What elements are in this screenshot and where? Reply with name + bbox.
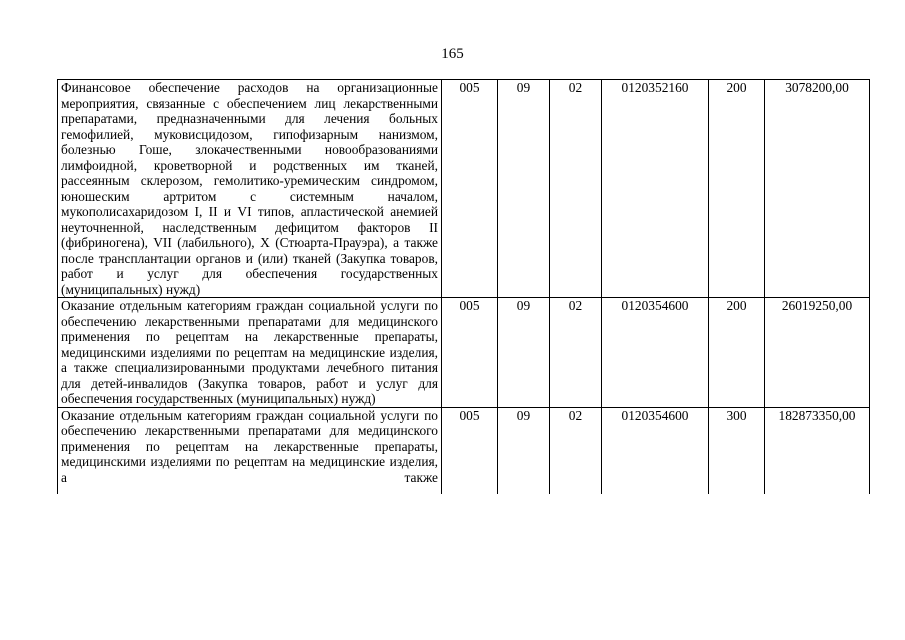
table-row	[58, 407, 870, 494]
row-description-text: Оказание отдельным категориям граждан социальной услуги по обеспечению лекарственными препаратами для медицинского применения по рецептам на лекарственные препараты, медицинскими изделиями по рецептам на медицинские изделия, а также	[61, 407, 438, 485]
subsection-code: 02	[550, 80, 602, 298]
expense-type-code: 200	[709, 80, 765, 298]
amount-value: 3078200,00	[765, 80, 870, 298]
expense-type-code: 200	[709, 298, 765, 408]
subsection-code: 02	[550, 298, 602, 408]
subsection-code: 02	[550, 407, 602, 494]
budget-table	[57, 79, 870, 494]
row-description	[58, 407, 442, 494]
ministry-code: 005	[442, 407, 498, 494]
section-code: 09	[498, 407, 550, 494]
page-number: 165	[441, 46, 464, 62]
amount-value: 26019250,00	[765, 298, 870, 408]
ministry-code: 005	[442, 80, 498, 298]
expense-type-code: 300	[709, 407, 765, 494]
row-description: Оказание отдельным категориям граждан социальной услуги по обеспечению лекарственными препаратами для медицинского применения по рецептам на лекарственные препараты, медицинскими изделиями по рецептам на медицинские изделия, а также специализированными продуктами лечебного питания для детей-инвалидов (Закупка товаров, работ и услуг для обеспечения государственных (муниципальных) нужд)	[58, 298, 442, 408]
amount-value: 182873350,00	[765, 407, 870, 494]
section-code: 09	[498, 80, 550, 298]
ministry-code: 005	[442, 298, 498, 408]
table-row	[58, 298, 870, 408]
target-article-code: 0120352160	[602, 80, 709, 298]
target-article-code: 0120354600	[602, 298, 709, 408]
row-description: Финансовое обеспечение расходов на организационные мероприятия, связанные с обеспечением лиц лекарственными препаратами, предназначенными для лечения больных гемофилией, муковисцидозом, гипофизарным нанизмом, болезнью Гоше, злокачественными новообразованиями лимфоидной, кроветворной и родственных им тканей, рассеянным склерозом, гемолитико-уремическим синдромом, юношеским артритом с системным началом, мукополисахаридозом I, II и VI типов, апластической анемией неуточненной, наследственным дефицитом факторов II (фибриногена), VII (лабильного), X (Стюарта-Прауэра), а также после трансплантации органов и (или) тканей (Закупка товаров, работ и услуг для обеспечения государственных (муниципальных) нужд)	[58, 80, 442, 298]
table-row	[58, 80, 870, 298]
section-code: 09	[498, 298, 550, 408]
target-article-code: 0120354600	[602, 407, 709, 494]
